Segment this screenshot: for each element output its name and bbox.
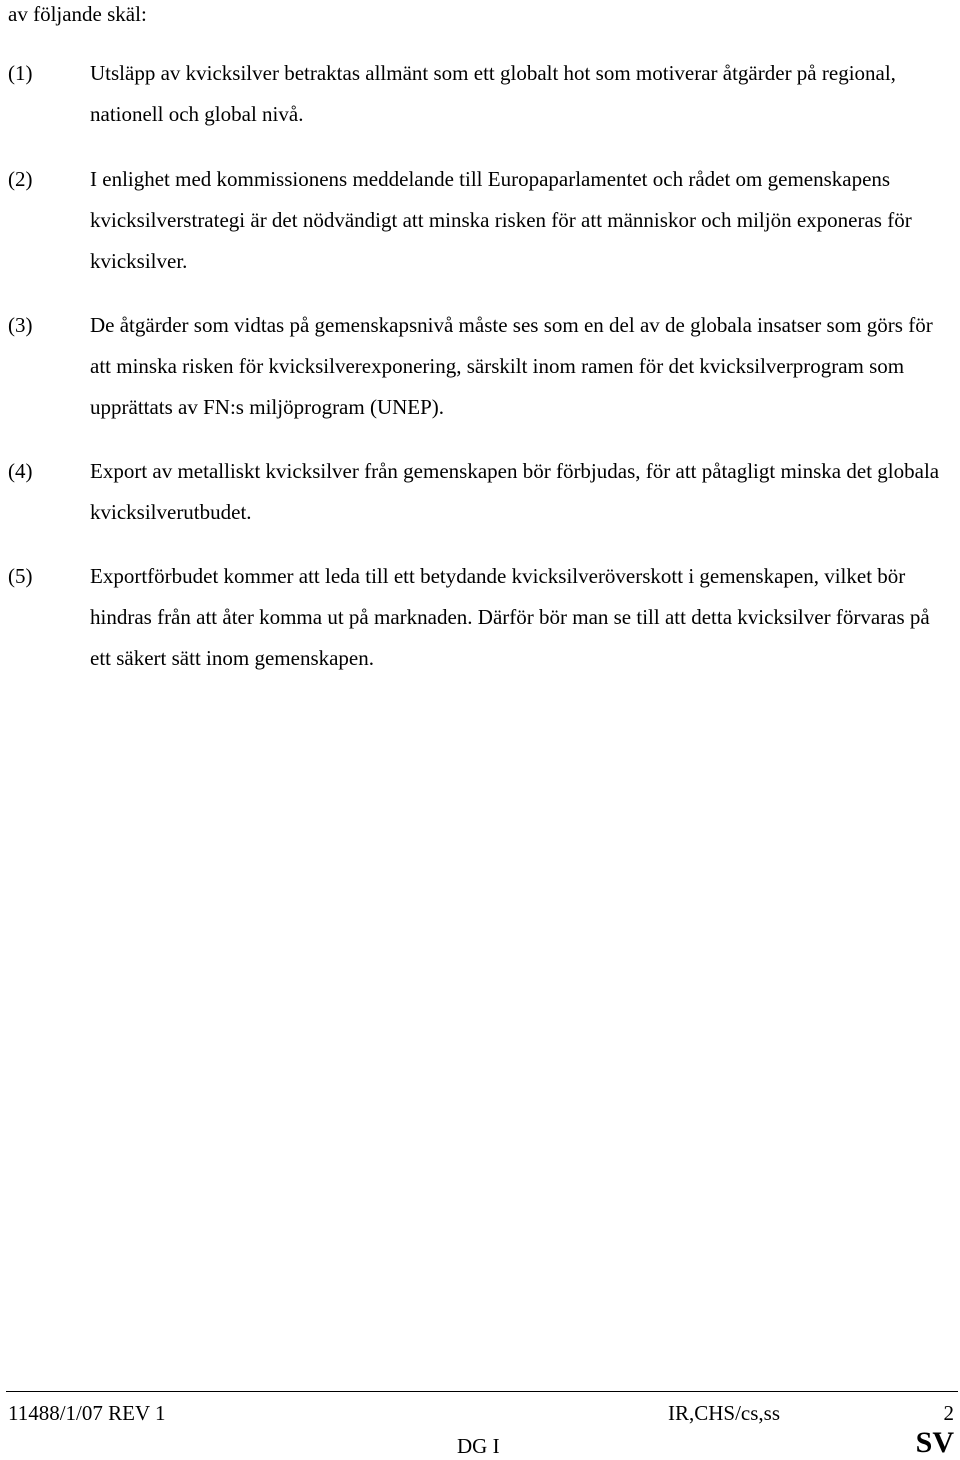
footer-divider bbox=[6, 1391, 958, 1392]
footer-page-number: 2 bbox=[943, 1401, 954, 1425]
recital-number: (5) bbox=[8, 564, 33, 588]
footer-department-reference: IR,CHS/cs,ss bbox=[668, 1401, 781, 1425]
recital-number: (4) bbox=[8, 459, 33, 483]
recital-text: Utsläpp av kvicksilver betraktas allmänt som ett globalt hot som motiverar åtgärder på regional, nationell och global nivå. bbox=[90, 61, 896, 126]
recital-paragraph-5 bbox=[8, 556, 948, 679]
recital-paragraph-1 bbox=[8, 53, 948, 135]
footer-language-code: SV bbox=[915, 1426, 954, 1459]
recital-number: (3) bbox=[8, 313, 33, 337]
recital-text: Exportförbudet kommer att leda till ett betydande kvicksilveröverskott i gemenskapen, vilket bör hindras från att åter komma ut på marknaden. Därför bör man se till att detta kvicksilver förvaras på ett säkert sätt inom gemenskapen. bbox=[90, 564, 930, 670]
recital-text: I enlighet med kommissionens meddelande till Europaparlamentet och rådet om gemenskapens kvicksilverstrategi är det nödvändigt att minska risken för att människor och miljön exponeras för kvicksilver. bbox=[90, 167, 912, 273]
footer-document-reference: 11488/1/07 REV 1 bbox=[8, 1401, 166, 1425]
recital-text: De åtgärder som vidtas på gemenskapsnivå måste ses som en del av de globala insatser som görs för att minska risken för kvicksilverexponering, särskilt inom ramen för det kvicksilverprogram som upprättats av FN:s miljöprogram (UNEP). bbox=[90, 313, 933, 419]
recital-paragraph-4 bbox=[8, 451, 948, 533]
recital-number: (2) bbox=[8, 167, 33, 191]
footer-directorate-general: DG I bbox=[457, 1434, 500, 1458]
recital-paragraph-2 bbox=[8, 159, 948, 282]
intro-text: av följande skäl: bbox=[8, 2, 147, 26]
recital-text: Export av metalliskt kvicksilver från gemenskapen bör förbjudas, för att påtagligt minska det globala kvicksilverutbudet. bbox=[90, 459, 940, 524]
recital-paragraph-3 bbox=[8, 305, 948, 428]
recital-number: (1) bbox=[8, 61, 33, 85]
